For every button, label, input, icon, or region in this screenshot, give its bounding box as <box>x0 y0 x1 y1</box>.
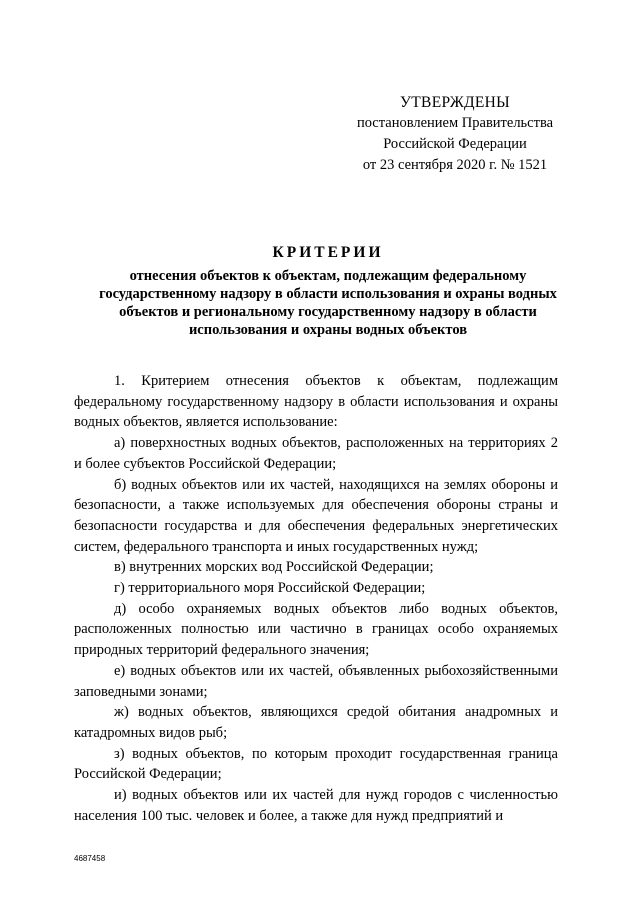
paragraph-item-a: а) поверхностных водных объектов, расположенных на территориях 2 и более субъектов Российской Федерации; <box>74 435 558 472</box>
document-title-block <box>68 243 588 339</box>
paragraph-item-zh: ж) водных объектов, являющихся средой обитания анадромных и катадромных видов рыб; <box>74 704 558 741</box>
paragraph-item-b: б) водных объектов или их частей, находящихся на землях обороны и безопасности, а также используемых для обеспечения обороны страны и безопасности государства и для обеспечения федеральных энергетических систем, федерального транспорта и иных государственных нужд; <box>74 476 558 555</box>
approval-line-federation: Российской Федерации <box>383 136 527 152</box>
document-subtitle: отнесения объектов к объектам, подлежащим федеральному государственному надзору в области использования и охраны водных объектов и региональному государственному надзору в области использования и охраны водных объектов <box>99 268 557 338</box>
paragraph-item-v: в) внутренних морских вод Российской Федерации; <box>114 559 434 576</box>
paragraph-item-g: г) территориального моря Российской Федерации; <box>114 580 426 597</box>
document-code: 4687458 <box>74 854 106 863</box>
approval-heading: УТВЕРЖДЕНЫ <box>400 94 510 111</box>
document-title: КРИТЕРИИ <box>272 244 384 261</box>
approval-block <box>330 92 580 176</box>
approval-line-resolution: постановлением Правительства <box>356 115 554 131</box>
paragraph-item-d: д) особо охраняемых водных объектов либо водных объектов, расположенных полностью или частично в границах особо охраняемых природных территорий федерального значения; <box>74 600 558 659</box>
paragraph-item-z: з) водных объектов, по которым проходит государственная граница Российской Федерации; <box>74 745 558 783</box>
paragraph-item-e: е) водных объектов или их частей, объявленных рыбохозяйственными заповедными зонами; <box>74 662 558 700</box>
document-body <box>74 371 558 826</box>
paragraph-1: 1. Критерием отнесения объектов к объектам, подлежащим федеральному государственному надзору в области использования и охраны водных объектов, является использование: <box>74 373 558 431</box>
approval-line-date-number: от 23 сентября 2020 г. № 1521 <box>362 157 548 173</box>
paragraph-item-i: и) водных объектов или их частей для нужд городов с численностью населения 100 тыс. человек и более, а также для нужд предприятий и <box>74 787 558 824</box>
